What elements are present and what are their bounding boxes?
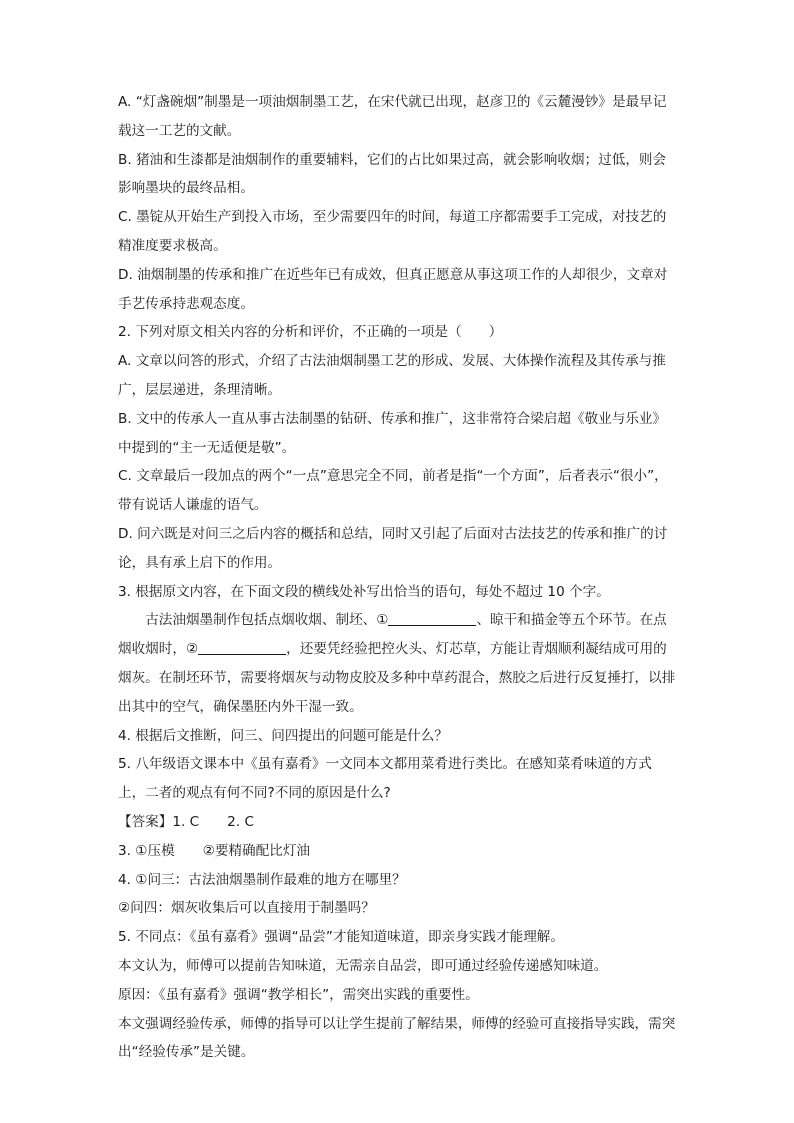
answer-5-line-1: 5. 不同点：《虽有嘉肴》强调“品尝”才能知道味道，即亲身实践才能理解。 [118, 929, 564, 946]
answer-line-1 [118, 808, 678, 837]
q1-option-a: A. “灯盏碗烟”制墨是一项油烟制墨工艺，在宋代就已出现，赵彦卫的《云麓漫钞》是最早记载这一工艺的文献。 [118, 94, 667, 139]
fill-blank-2 [198, 640, 286, 655]
q3-passage-part-b: 、晾干和描金等五个环节。在点烟收烟时，② [118, 612, 667, 658]
answer-4-1: 4. ①问三：古法油烟墨制作最难的地方在哪里？ [118, 871, 406, 888]
answer-5-line-3: 原因：《虽有嘉肴》强调“教学相长”，需突出实践的重要性。 [118, 986, 479, 1003]
q4-stem: 4. 根据后文推断，问三、问四提出的问题可能是什么？ [118, 727, 448, 744]
answer-5-line-2: 本文认为，师傅可以提前告知味道，无需亲自品尝，即可通过经验传递感知味道。 [118, 957, 608, 974]
q3-passage [118, 606, 678, 721]
q3-passage-part-c: ，还要凭经验把控火头、灯芯草，方能让青烟顺利凝结成可用的烟灰。在制坯环节，需要将烟灰与动物皮胶及多种中草药混合，熬胶之后进行反复捶打，以排出其中的空气，确保墨胚内外干湿一致。 [118, 641, 676, 715]
document-page [118, 88, 678, 1067]
q1-option-b: B. 猪油和生漆都是油烟制作的重要辅料，它们的占比如果过高，就会影响收烟；过低，则会影响墨块的最终品相。 [118, 151, 667, 197]
q5-stem: 5. 八年级语文课本中《虽有嘉肴》一文同本文都用菜肴进行类比。在感知菜肴味道的方式上，二者的观点有何不同?不同的原因是什么? [118, 756, 652, 802]
answer-4-2: ②问四：烟灰收集后可以直接用于制墨吗？ [118, 900, 375, 917]
fill-blank-1 [388, 611, 476, 626]
q2-option-d: D. 问六既是对问三之后内容的概括和总结，同时又引起了后面对古法技艺的传承和推广的讨论，具有承上启下的作用。 [118, 525, 668, 571]
answer-line-3 [118, 837, 678, 866]
answer-5-line-4: 本文强调经验传承，师傅的指导可以让学生提前了解结果，师傅的经验可直接指导实践，需突出“经验传承”是关键。 [118, 1015, 676, 1061]
answer-3-1: 3. ①压模 [118, 842, 175, 859]
q1-option-d: D. 油烟制墨的传承和推广在近些年已有成效，但真正愿意从事这项工作的人却很少，文章对手艺传承持悲观态度。 [118, 266, 668, 312]
answer-label: 【答案】1. C [118, 813, 200, 830]
q3-stem: 3. 根据原文内容，在下面文段的横线处补写出恰当的语句，每处不超过 10 个字。 [118, 583, 610, 600]
q2-option-c: C. 文章最后一段加点的两个“一点”意思完全不同，前者是指“一个方面”，后者表示“很小”，带有说话人谦虚的语气。 [118, 468, 668, 514]
answer-3-2: ②要精确配比灯油 [202, 842, 311, 859]
q1-option-c: C. 墨锭从开始生产到投入市场，至少需要四年的时间，每道工序都需要手工完成，对技艺的精准度要求极高。 [118, 209, 667, 254]
answer-2: 2. C [227, 813, 254, 830]
q3-passage-part-a: 古法油烟墨制作包括点烟收烟、制坯、① [145, 612, 389, 629]
q2-option-a: A. 文章以问答的形式，介绍了古法油烟制墨工艺的形成、发展、大体操作流程及其传承与推广，层层递进，条理清晰。 [118, 353, 666, 398]
q2-stem: 2. 下列对原文相关内容的分析和评价，不正确的一项是（ ） [118, 324, 503, 341]
q2-option-b: B. 文中的传承人一直从事古法制墨的钻研、传承和推广，这非常符合梁启超《敬业与乐业》中提到的“主一无适便是敬”。 [118, 410, 667, 456]
